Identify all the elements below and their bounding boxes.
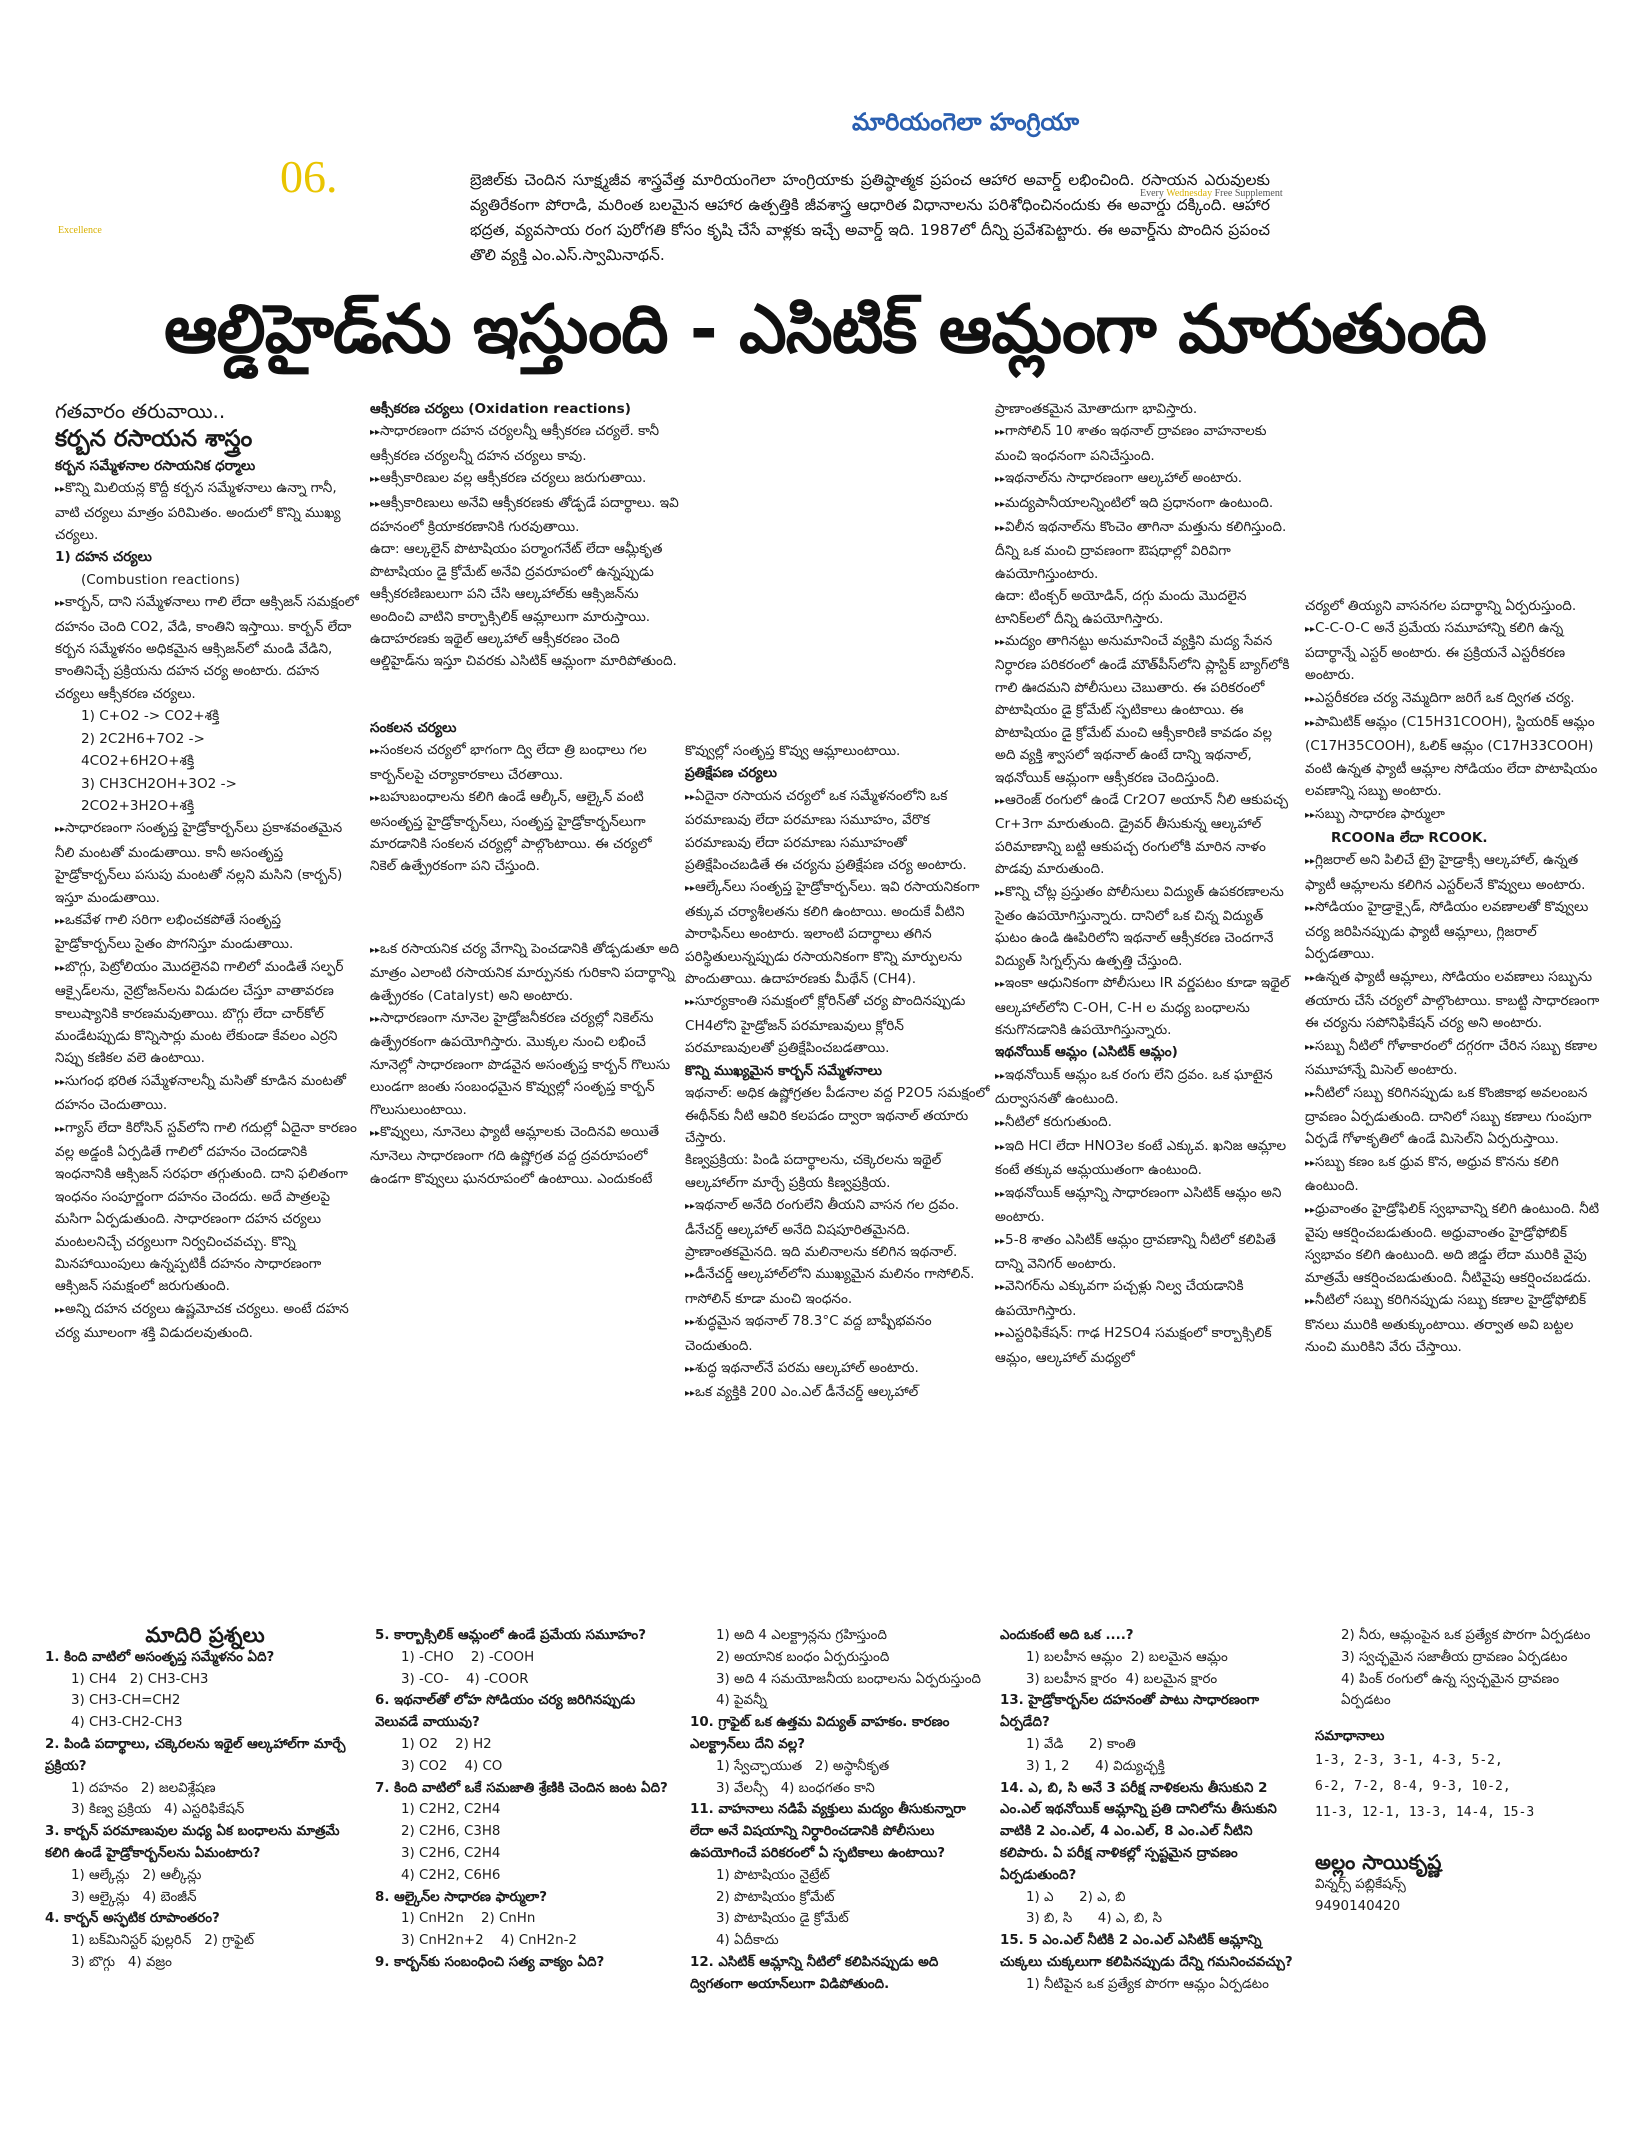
option: 4) బెంజీన్ — [142, 1889, 197, 1905]
question: 5. కార్బాక్సిలిక్ ఆమ్లంలో ఉండే ప్రమేయ సమూహం? — [375, 1628, 646, 1643]
question: 3. కార్బన్ పరమాణువుల మధ్య ఏక బంధాలను మాత్రమే కలిగి ఉండే హైడ్రోకార్బన్‌లను ఏమంటారు? — [45, 1824, 340, 1861]
paragraph: ▸▸ సాధారణంగా దహన చర్యలన్నీ ఆక్సీకరణ చర్యలే. కానీ ఆక్సీకరణ చర్యలన్నీ దహన చర్యలు కావు. — [370, 420, 680, 467]
question: 9. కార్బన్‌కు సంబంధించి సత్య వాక్యం ఏది? — [375, 1954, 605, 1970]
paragraph: ▸▸ నీటిలో కరుగుతుంది. — [995, 1111, 1295, 1135]
combustion-english: (Combustion reactions) — [81, 571, 240, 588]
equation: 4CO2+6H2O+శక్తి — [81, 753, 195, 770]
paragraph: ▸▸ గ్యాస్ లేదా కిరోసిన్ స్టవ్‌లోని గాలి గదుల్లో ఏదైనా కారణం వల్ల అడ్డంకి ఏర్పడితే గాలిలో దహనం చెందడానికి ఇంధనానికి ఆక్సిజన్ సరఫరా తగ్గుతుంది. దాని ఫలితంగా ఇంధనం సంపూర్ణంగా దహనం చెందదు. అదే పాత్రలపై మసిగా ఏర్పడుతుంది. సాధారణంగా దహన చర్యలు మంటలనిచ్చే చర్యలుగా నిర్వచించవచ్చు. కొన్ని మినహాయింపులు ఉన్నప్పటికీ దహనం సాధారణంగా ఆక్సిజన్ సమక్షంలో జరుగుతుంది. — [55, 1117, 360, 1298]
option: 2) అయానిక బంధం ఏర్పరుస్తుంది — [716, 1649, 890, 1665]
intro-paragraph: బ్రెజిల్‌కు చెందిన సూక్ష్మజీవ శాస్త్రవేత్త మారియంగెలా హంగ్రియాకు ప్రతిష్ఠాత్మక ప్రపంచ ఆహార అవార్డ్ లభించింది. రసాయన ఎరువులకు వ్యతిరేకంగా పోరాడి, మరింత బలమైన ఆహార ఉత్పత్తికి జీవశాస్త్ర ఆధారిత విధానాలను పరిశోధించినందుకు ఈ అవార్డు దక్కింది. ఆహార భద్రత, వ్యవసాయ రంగ పురోగతి కోసం కృషి చేసే వాళ్లకు ఇచ్చే అవార్డ్ ఇది. 1987లో దీన్ని ప్రవేశపెట్టారు. ఈ అవార్డ్‌ను పొందిన ప్రపంచ తొలి వ్యక్తి ఎం.ఎస్.స్వామినాథన్. — [470, 171, 1270, 264]
author-phone: 9490140420 — [1315, 1898, 1401, 1914]
paragraph: ▸▸ సాధారణంగా సంతృప్త హైడ్రోకార్బన్‌లు ప్రకాశవంతమైన నీలి మంటతో మండుతాయి. కానీ అసంతృప్త హైడ్రోకార్బన్‌లు పసుపు మంటతో నల్లని మసిని (కార్బన్) ఇస్తూ మండుతాయి. — [55, 817, 360, 909]
paragraph: ▸▸ C-C-O-C అనే ప్రమేయ సమూహాన్ని కలిగి ఉన్న పదార్థాన్నే ఎస్టర్ అంటారు. ఈ ప్రక్రియనే ఎస్టరీకరణ అంటారు. — [1305, 617, 1605, 686]
paragraph: ▸▸ నీటిలో సబ్బు కరిగినప్పుడు సబ్బు కణాల హైడ్రోఫోబిక్ కొనలు మురికి అతుక్కుంటాయి. తర్వాత అవి బట్టల నుంచి మురికిని వేరు చేస్తాయి. — [1305, 1289, 1605, 1358]
option: 4) ఎస్టరిఫికేషన్ — [163, 1802, 245, 1818]
paragraph: ▸▸ మద్యపానీయాలన్నింటిలో ఇది ప్రధానంగా ఉంటుంది. — [995, 492, 1295, 516]
option: 1) పొటాషియం నైట్రేట్ — [716, 1867, 830, 1883]
supp-every: Every — [1140, 188, 1164, 199]
paragraph: ▸▸ ఒక వ్యక్తికి 200 ఎం.ఎల్ డీనేచర్డ్ ఆల్కహాల్ — [685, 1381, 990, 1405]
addition-heading: సంకలన చర్యలు — [370, 719, 457, 736]
paragraph: ▸▸ విలీన ఇథనాల్‌ను కొంచెం తాగినా మత్తును కలిగిస్తుంది. దీన్ని ఒక మంచి ద్రావణంగా ఔషధాల్లో విరివిగా ఉపయోగిస్తుంటారు. — [995, 516, 1295, 585]
option: 1) ఎ — [1026, 1889, 1054, 1905]
question: 6. ఇథనాల్‌తో లోహ సోడియం చర్య జరిగినప్పుడు వెలువడే వాయువు? — [375, 1693, 636, 1731]
paragraph: ▸▸ సంకలన చర్యలో భాగంగా ద్వి లేదా త్రి బంధాలు గల కార్బన్‌లపై చర్యాకారకాలు చేరతాయి. — [370, 739, 680, 786]
option: 2) ఆల్కీన్లు — [142, 1867, 202, 1883]
paragraph: ▸▸ ఇథనాల్ అనేది రంగులేని తీయని వాసన గల ద్రవం. డీనేచర్డ్ ఆల్కహాల్ అనేది విషపూరితమైనది. ప్రాణాంతకమైనది. ఇది మలినాలను కలిగిన ఇథనాల్. — [685, 1194, 990, 1263]
paragraph: ▸▸ సూర్యకాంతి సమక్షంలో క్లోరిన్‌తో చర్య పొందినప్పుడు CH4లోని హైడ్రోజన్ పరమాణువులు క్లోరిన్ పరమాణువులతో ప్రతిక్షేపించబడతాయి. — [685, 990, 990, 1059]
option: 4) -COOR — [465, 1671, 529, 1687]
questions-col-1 — [45, 1625, 365, 1974]
option: 2) CH3-CH3 — [129, 1671, 209, 1687]
paragraph: ▸▸ సబ్బు కణం ఒక ధ్రువ కొన, అధ్రువ కొనను కలిగి ఉంటుంది. — [1305, 1151, 1605, 1198]
equation: 2CO2+3H2O+శక్తి — [81, 797, 195, 814]
option: 2) కాంతి — [1088, 1736, 1136, 1752]
paragraph: ▸▸ బొగ్గు, పెట్రోలియం మొదలైనవి గాలిలో మండితే సల్ఫర్ ఆక్సైడ్‌లను, నైట్రోజన్‌లను విడుదల చేస్తూ వాతావరణ కాలుష్యానికి కారణమవుతాయి. బొగ్గు లేదా చార్‌కోల్ మండేటప్పుడు కొన్నిసార్లు మంట లేకుండా కేవలం ఎర్రని నిప్పు కణికల వలె ఉంటాయి. — [55, 956, 360, 1070]
column-3 — [685, 740, 990, 1406]
paragraph: ▸▸ మద్యం తాగినట్టు అనుమానించే వ్యక్తిని మద్య సేవన నిర్ధారణ పరికరంలో ఉండే మౌత్‌పీస్‌లోని ప్లాస్టిక్ బ్యాగ్‌లోకి గాలి ఊదమని పోలీసులు చెబుతారు. ఈ పరికరంలో పొటాషియం డై క్రోమేట్ స్ఫటికాలు ఉంటాయి. ఈ పొటాషియం డై క్రోమేట్ మంచి ఆక్సీకారిణి కావడం వల్ల అది వ్యక్తి శ్వాసలో ఇథనాల్ ఉంటే దాన్ని ఇథనాల్, ఇథనోయిక్ ఆమ్లంగా ఆక్సీకరణ చెందిస్తుంది. — [995, 630, 1295, 789]
option: 1) O2 — [401, 1736, 439, 1752]
oxidation-heading: ఆక్సీకరణ చర్యలు (Oxidation reactions) — [370, 401, 631, 417]
paragraph: ▸▸ ఒకవేళ గాలి సరిగా లభించకపోతే సంతృప్త హైడ్రోకార్బన్‌లు సైతం పొగనిస్తూ మండుతాయి. — [55, 909, 360, 956]
option: 2) CnHn — [480, 1911, 536, 1927]
option: 1) దహనం — [71, 1780, 129, 1796]
option: 2) C2H6, C3H8 — [401, 1824, 501, 1840]
option: 2) H2 — [455, 1736, 492, 1752]
equation: 1) C+O2 -> CO2+శక్తి — [81, 708, 220, 725]
option: 1) ఆల్కేన్లు — [71, 1867, 130, 1883]
paragraph: ▸▸ ఏదైనా రసాయన చర్యలో ఒక సమ్మేళనంలోని ఒక పరమాణువు లేదా పరమాణు సమూహం, వేరొక పరమాణువు లేదా పరమాణు సమూహంతో ప్రతిక్షేపించబడితే ఈ చర్యను ప్రతిక్షేపణ చర్య అంటారు. — [685, 785, 990, 877]
option: 1) బక్‌మినిస్టర్ ఫుల్లరిన్ — [71, 1933, 192, 1949]
column-2 — [370, 398, 680, 1190]
option: 1) బలహీన ఆమ్లం — [1026, 1649, 1123, 1665]
continued-label: గతవారం తరువాయి.. — [55, 399, 226, 423]
question: 15. 5 ఎం.ఎల్ నీటికి 2 ఎం.ఎల్ ఎసిటిక్ ఆమ్లాన్ని చుక్కలు చుక్కలుగా కలిపినప్పుడు దేన్ని గమనించవచ్చు? — [1000, 1933, 1293, 1970]
option: 4) బంధగతం కాని — [780, 1780, 875, 1796]
laureate-name: మారియంగెలా హంగ్రియా — [852, 108, 1080, 136]
option: 1) -CHO — [401, 1649, 454, 1665]
paragraph: ▸▸ అన్ని దహన చర్యలు ఉష్ణమోచక చర్యలు. అంటే దహన చర్య మూలంగా శక్తి విడుదలవుతుంది. — [55, 1298, 360, 1345]
option: 3) 1, 2 — [1026, 1758, 1070, 1774]
option: 4) CnH2n-2 — [500, 1933, 577, 1949]
question: 8. ఆల్కైన్‌ల సాధారణ ఫార్ములా? — [375, 1889, 547, 1905]
option: 3) పొటాషియం డై క్రోమేట్ — [716, 1911, 849, 1927]
example: ఉదా: టింక్చర్ అయోడిన్, దగ్గు మందు మొదలైన టానిక్‌లలో దీన్ని ఉపయోగిస్తారు. — [995, 588, 1247, 627]
paragraph: ▸▸ సోడియం హైడ్రాక్సైడ్, సోడియం లవణాలతో కొవ్వులు చర్య జరిపినప్పుడు ఫ్యాటీ ఆమ్లాలు, గ్లిజరాల్ ఏర్పడతాయి. — [1305, 896, 1605, 965]
acetic-acid-heading: ఇథనోయిక్ ఆమ్లం (ఎసిటిక్ ఆమ్లం) — [995, 1044, 1178, 1061]
questions-col-3 — [690, 1625, 990, 1996]
paragraph: ▸▸ ఆల్కేన్‌లు సంతృప్త హైడ్రోకార్బన్‌లు. ఇవి రసాయనికంగా తక్కువ చర్యాశీలతను కలిగి ఉంటాయి. అందుకే వీటిని పారాఫిన్‌లు అంటారు. ఇలాంటి పదార్థాలు తగిన పరిస్థితులున్నప్పుడు రసాయనికంగా కొన్ని మార్పులను పొందుతాయి. ఉదాహరణకు మీథేన్ (CH4). — [685, 876, 990, 990]
author-name: అల్లం సాయికృష్ణ — [1315, 1849, 1442, 1874]
option: 2) గ్రాఫైట్ — [204, 1933, 255, 1949]
paragraph: ▸▸ సుగంధ భరిత సమ్మేళనాలన్నీ మసితో కూడిన మంటతో దహనం చెందుతాయి. — [55, 1070, 360, 1117]
paragraph: ▸▸ ఆరెంజ్ రంగులో ఉండే Cr2O7 అయాన్ నీలి ఆకుపచ్చ Cr+3గా మారుతుంది. డ్రైవర్ తీసుకున్న ఆల్కహాల్ పరిమాణాన్ని బట్టి ఆకుపచ్చ రంగులోకి మారిన నాళం పొడవు మారుతుంది. — [995, 789, 1295, 881]
paragraph: ▸▸ ఎస్టరీకరణ చర్య నెమ్మదిగా జరిగే ఒక ద్విగత చర్య. — [1305, 687, 1605, 711]
questions-col-5 — [1315, 1625, 1605, 1917]
option: 4) బలమైన క్షారం — [1125, 1671, 1218, 1687]
paragraph: ▸▸ గాసోలిన్ 10 శాతం ఇథనాల్ ద్రావణం వాహనాలకు మంచి ఇంధనంగా పనిచేస్తుంది. — [995, 420, 1295, 467]
option: 2) పొటాషియం క్రోమేట్ — [716, 1889, 835, 1905]
option: 3) C2H6, C2H4 — [401, 1845, 501, 1861]
option: 1) వేడి — [1026, 1736, 1064, 1752]
paragraph: ▸▸ కొన్ని మిలియన్ల కొద్దీ కర్బన సమ్మేళనాలు ఉన్నా గానీ, వాటి చర్యలు మాత్రం పరిమితం. అందులో కొన్ని ముఖ్య చర్యలు. — [55, 477, 360, 546]
option: 3) స్వచ్ఛమైన సజాతీయ ద్రావణం ఏర్పడటం — [1341, 1649, 1568, 1665]
option: 3) -CO- — [401, 1671, 449, 1687]
questions-col-2 — [375, 1625, 680, 1974]
paragraph: ▸▸ బహుబంధాలను కలిగి ఉండే ఆల్కీన్, ఆల్కైన్ వంటి అసంతృప్త హైడ్రోకార్బన్‌లు, సంతృప్త హైడ్రోకార్బన్‌లుగా మారడానికి సంకలన చర్యల్లో పాల్గొంటాయి. ఈ చర్యలో నికెల్ ఉత్ప్రేరకంగా పని చేస్తుంది. — [370, 786, 680, 878]
paragraph: ▸▸ ఇథనాల్‌ను సాధారణంగా ఆల్కహాల్ అంటారు. — [995, 467, 1295, 491]
option: 3) అది 4 సమయోజనీయ బంధాలను ఏర్పరుస్తుంది — [716, 1671, 981, 1687]
soap-formula: RCOONa లేదా RCOOK. — [1331, 830, 1488, 847]
page-headline: ఆల్డిహైడ్‌ను ఇస్తుంది - ఎసిటిక్ ఆమ్లంగా మారుతుంది — [164, 290, 1486, 368]
option: 4) పింక్ రంగులో ఉన్న స్వచ్ఛమైన ద్రావణం ఏర్పడటం — [1341, 1671, 1560, 1709]
option: 3) CO2 — [401, 1758, 448, 1774]
option: 1) C2H2, C2H4 — [401, 1802, 501, 1818]
paragraph: ▸▸ ఎస్టరిఫికేషన్: గాఢ H2SO4 సమక్షంలో కార్బాక్సిలిక్ ఆమ్లం, ఆల్కహాల్ మధ్యలో — [995, 1322, 1295, 1369]
question-continued: ఎందుకంటే అది ఒక ....? — [1000, 1628, 1134, 1643]
question: 4. కార్బన్ అస్ఫటిక రూపాంతరం? — [45, 1911, 220, 1927]
paragraph: ▸▸ సబ్బు సాధారణ ఫార్ములా — [1305, 803, 1605, 827]
paragraph: ▸▸ ఆక్సీకారిణులు అనేవి ఆక్సీకరణకు తోడ్పడే పదార్థాలు. ఇవి దహనంలో క్రియాకరణానికి గురవుతాయి. — [370, 492, 680, 539]
question: 1. కింది వాటిలో అసంతృప్త సమ్మేళనం ఏది? — [45, 1649, 275, 1665]
option: 3) ఆల్కైన్లు — [71, 1889, 130, 1905]
paragraph: ▸▸ ఉన్నత ఫ్యాటీ ఆమ్లాలు, సోడియం లవణాలు సబ్బును తయారు చేసే చర్యలో పాల్గొంటాయి. కాబట్టి సాధారణంగా ఈ చర్యను సపోనిఫికేషన్ చర్య అని అంటారు. — [1305, 966, 1605, 1035]
paragraph: ▸▸ సబ్బు నీటిలో గోళాకారంలో దగ్గరగా చేరిన సబ్బు కణాల సమూహాన్నే మిసెల్ అంటారు. — [1305, 1035, 1605, 1082]
paragraph: ▸▸ ఒక రసాయనిక చర్య వేగాన్ని పెంచడానికి తోడ్పడుతూ అది మాత్రం ఎలాంటి రసాయనిక మార్పునకు గురికాని పదార్థాన్ని ఉత్ప్రేరకం (Catalyst) అని అంటారు. — [370, 938, 680, 1007]
option: 2) అస్థానీకృత — [814, 1758, 890, 1774]
paragraph: ▸▸ వెనిగర్‌ను ఎక్కువగా పచ్చళ్లు నిల్వ చేయడానికి ఉపయోగిస్తారు. — [995, 1275, 1295, 1322]
paragraph: ▸▸ ఇథనోయిక్ ఆమ్లం ఒక రంగు లేని ద్రవం. ఒక ఘాటైన దుర్వాసనతో ఉంటుంది. — [995, 1064, 1295, 1111]
continuation: ప్రాణాంతకమైన మోతాదుగా భావిస్తారు. — [995, 401, 1198, 417]
paragraph: ▸▸ సాధారణంగా నూనెల హైడ్రోజనీకరణ చర్యల్లో నికెల్‌ను ఉత్ప్రేరకంగా ఉపయోగిస్తారు. మొక్కల నుంచి లభించే నూనెల్లో సాధారణంగా పొడవైన అసంతృప్త కార్బన్ గొలుసు లుండగా జంతు సంబంధమైన కొవ్వుల్లో సంతృప్త కార్బన్ గొలుసులుంటాయి. — [370, 1007, 680, 1121]
option: 3) బి, సి — [1026, 1911, 1073, 1927]
option: 1) CH4 — [71, 1671, 117, 1687]
paragraph: ▸▸ డీనేచర్డ్ ఆల్కహాల్‌లోని ముఖ్యమైన మలినం గాసోలిన్. గాసోలిన్ కూడా మంచి ఇంధనం. — [685, 1263, 990, 1310]
section-title: కర్బన రసాయన శాస్త్రం — [55, 426, 253, 453]
option: 2) ఎ, బి — [1079, 1889, 1126, 1905]
option: 4) CO — [464, 1758, 503, 1774]
option: 4) ఎ, బి, సి — [1097, 1911, 1163, 1927]
example: ఉదా: ఆల్కలైన్ పొటాషియం పర్మాంగనేట్ లేదా ఆమ్లీకృత పొటాషియం డై క్రోమేట్ అనేవి ద్రవరూపంలో ఉన్నప్పుడు ఆక్సీకరణిణులుగా పని చేసి ఆల్కహాల్‌కు ఆక్సిజన్‌ను అందించి వాటిని కార్బాక్సిలిక్ ఆమ్లాలుగా మారుస్తాయి. ఉదాహరణకు ఇథైల్ ఆల్కహాల్ ఆక్సీకరణం చెంది ఆల్డిహైడ్‌ను ఇస్తూ చివరకు ఎసిటిక్ ఆమ్లంగా మారిపోతుంది. — [370, 541, 677, 670]
option: 4) ఏదీకాదు — [716, 1933, 779, 1949]
option: 1) స్వేచ్ఛాయుత — [716, 1758, 803, 1774]
option: 4) వజ్రం — [127, 1954, 172, 1970]
paragraph: ▸▸ శుద్ధమైన ఇథనాల్ 78.3°C వద్ద బాష్పీభవనం చెందుతుంది. — [685, 1310, 990, 1357]
answer-row: 1-3, 2-3, 3-1, 4-3, 5-2, — [1315, 1752, 1503, 1768]
option: 1) నీటిపైన ఒక ప్రత్యేక పొరగా ఆమ్లం ఏర్పడటం — [1026, 1976, 1269, 1992]
excellence-tag: Excellence — [58, 225, 102, 236]
section-heading: కర్బన సమ్మేళనాల రసాయనిక ధర్మాలు — [55, 457, 256, 474]
column-4 — [995, 398, 1295, 1369]
ethanol-prep: ఇథనాల్: అధిక ఉష్ణోగ్రతల పీడనాల వద్ద P2O5 సమక్షంలో ఈథీన్‌కు నీటి ఆవిరి కలపడం ద్వారా ఇథనాల్ తయారు చేస్తారు. — [685, 1085, 990, 1146]
paragraph: ▸▸ పామిటిక్ ఆమ్లం (C15H31COOH), స్టియరిక్ ఆమ్లం (C17H35COOH), ఓలిక్ ఆమ్లం (C17H33COOH) వంటి ఉన్నత ఫ్యాటీ ఆమ్లాల సోడియం లేదా పొటాషియం లవణాన్ని సబ్బు అంటారు. — [1305, 711, 1605, 803]
supp-day: Wednesday — [1166, 188, 1213, 199]
answer-row: 11-3, 12-1, 13-3, 14-4, 15-3 — [1315, 1804, 1535, 1820]
paragraph: ▸▸ ధ్రువాంతం హైడ్రోఫిలిక్ స్వభావాన్ని కలిగి ఉంటుంది. నీటి వైపు ఆకర్షించబడుతుంది. అధ్రువాంతం హైడ్రోఫోబిక్ స్వభావం కలిగి ఉంటుంది. అది జిడ్డు లేదా మురికి వైపు మాత్రమే ఆకర్షించబడుతుంది. నీటివైపు ఆకర్షించబడదు. — [1305, 1198, 1605, 1290]
answers-title: సమాధానాలు — [1315, 1729, 1385, 1745]
supp-post: Free Supplement — [1214, 188, 1283, 199]
author-org: విన్నర్స్ పబ్లికేషన్స్ — [1315, 1876, 1406, 1892]
equation: 3) CH3CH2OH+3O2 -> — [81, 775, 237, 792]
option: 1) అది 4 ఎలక్ట్రాన్లను గ్రహిస్తుంది — [716, 1628, 887, 1643]
paragraph: ▸▸ కొన్ని చోట్ల ప్రస్తుతం పోలీసులు విద్యుత్ ఉపకరణాలను సైతం ఉపయోగిస్తున్నారు. దానిలో ఒక చిన్న విద్యుత్ ఘటం ఉండి ఊపిరిలోని ఇథనాల్ ఆక్సీకరణ చెందగానే విద్యుత్ సిగ్నల్స్‌ను ఉత్పత్తి చేస్తుంది. — [995, 881, 1295, 973]
paragraph: ▸▸ ఇంకా ఆధునికంగా పోలీసులు IR వర్ణపటం కూడా ఇథైల్ ఆల్కహాల్‌లోని C-OH, C-H ల మధ్య బంధాలను కనుగొనడానికి ఉపయోగిస్తున్నారు. — [995, 972, 1295, 1041]
option: 1) CnH2n — [401, 1911, 464, 1927]
paragraph: ▸▸ 5-8 శాతం ఎసిటిక్ ఆమ్లం ద్రావణాన్ని నీటిలో కలిపితే దాన్ని వెనిగర్ అంటారు. — [995, 1229, 1295, 1276]
question: 2. పిండి పదార్థాలు, చక్కెరలను ఇథైల్ ఆల్కహాల్‌గా మార్చే ప్రక్రియ? — [45, 1736, 346, 1774]
continuation: కొవ్వుల్లో సంతృప్త కొవ్వు ఆమ్లాలుంటాయి. — [685, 743, 901, 759]
paragraph: ▸▸ ఇది HCl లేదా HNO3ల కంటే ఎక్కువ. ఖనిజ ఆమ్లాల కంటే తక్కువ ఆమ్లయుతంగా ఉంటుంది. — [995, 1135, 1295, 1182]
paragraph: ▸▸ కొవ్వులు, నూనెలు ఫ్యాటీ ఆమ్లాలకు చెందినవి అయితే నూనెలు సాధారణంగా గది ఉష్ణోగ్రత వద్ద ద్రవరూపంలో ఉండగా కొవ్వులు ఘనరూపంలో ఉంటాయి. ఎందుకంటే — [370, 1121, 680, 1190]
column-5 — [1305, 595, 1605, 1358]
option: 2) నీరు, ఆమ్లంపైన ఒక ప్రత్యేక పొరగా ఏర్పడటం — [1341, 1628, 1591, 1643]
option: 3) వేలన్సీ — [716, 1780, 768, 1796]
question: 11. వాహనాలు నడిపే వ్యక్తులు మద్యం తీసుకున్నారా లేదా అనే విషయాన్ని నిర్ధారించడానికి పోలీసులు ఉపయోగించే పరికరంలో ఏ స్ఫటికాలు ఉంటాయి? — [690, 1802, 966, 1861]
paragraph: ▸▸ కార్బన్, దాని సమ్మేళనాలు గాలి లేదా ఆక్సిజన్ సమక్షంలో దహనం చెంది CO2, వేడి, కాంతిని ఇస్తాయి. కార్బన్ లేదా కర్బన సమ్మేళనం అధికమైన ఆక్సిజన్‌లో మండి వేడిని, కాంతినిచ్చే ప్రక్రియను దహన చర్య అంటారు. దహన చర్యలు ఆక్సీకరణ చర్యలు. — [55, 591, 360, 705]
option: 3) బలహీన క్షారం — [1026, 1671, 1117, 1687]
page-number: 06. — [280, 151, 338, 202]
questions-col-4 — [1000, 1625, 1300, 1996]
question: 10. గ్రాఫైట్ ఒక ఉత్తమ విద్యుత్ వాహకం. కారణం ఎలక్ట్రాన్‌లు దేని వల్ల? — [690, 1715, 950, 1752]
option: 4) CH3-CH2-CH3 — [71, 1715, 183, 1731]
compounds-heading: కొన్ని ముఖ్యమైన కార్బన్ సమ్మేళనాలు — [685, 1062, 882, 1079]
combustion-heading: 1) దహన చర్యలు — [55, 549, 152, 566]
column-1 — [55, 400, 360, 1345]
paragraph: ▸▸ గ్లిజరాల్ అని పిలిచే ట్రై హైడ్రాక్సీ ఆల్కహాల్, ఉన్నత ఫ్యాటీ ఆమ్లాలను కలిగిన ఎస్టర్‌లనే కొవ్వులు అంటారు. — [1305, 849, 1605, 896]
questions-title: మాదిరి ప్రశ్నలు — [145, 1623, 265, 1647]
option: 3) బొగ్గు — [71, 1954, 116, 1970]
option: 2) బలమైన ఆమ్లం — [1130, 1649, 1228, 1665]
option: 4) విద్యుచ్ఛక్తి — [1095, 1758, 1165, 1774]
question: 14. ఎ, బి, సి అనే 3 పరీక్ష నాళికలను తీసుకుని 2 ఎం.ఎల్ ఇథనోయిక్ ఆమ్లాన్ని ప్రతి దానిలోను తీసుకుని వాటికి 2 ఎం.ఎల్, 4 ఎం.ఎల్, 8 ఎం.ఎల్ నీటిని కలిపారు. ఏ పరీక్ష నాళికల్లో స్పష్టమైన ద్రావణం ఏర్పడుతుంది? — [1000, 1780, 1277, 1883]
equation: 2) 2C2H6+7O2 -> — [81, 730, 205, 747]
option: 4) C2H2, C6H6 — [401, 1867, 501, 1883]
question: 12. ఎసిటిక్ ఆమ్లాన్ని నీటిలో కలిపినప్పుడు అది ద్విగతంగా అయాన్‌లుగా విడిపోతుంది. — [690, 1954, 939, 1992]
option: 3) CnH2n+2 — [401, 1933, 484, 1949]
continuation: చర్యలో తియ్యని వాసనగల పదార్థాన్ని ఏర్పరుస్తుంది. — [1305, 598, 1577, 614]
paragraph: ▸▸ ఇథనోయిక్ ఆమ్లాన్ని సాధారణంగా ఎసిటిక్ ఆమ్లం అని అంటారు. — [995, 1182, 1295, 1229]
option: 3) కిణ్వ ప్రక్రియ — [71, 1802, 152, 1818]
option: 4) పైవన్నీ — [716, 1693, 768, 1709]
paragraph: ▸▸ ఆక్సీకారిణుల వల్ల ఆక్సీకరణ చర్యలు జరుగుతాయి. — [370, 467, 680, 491]
option: 2) -COOH — [470, 1649, 535, 1665]
option: 3) CH3-CH=CH2 — [71, 1693, 181, 1709]
fermentation: కిణ్వప్రక్రియ: పిండి పదార్థాలను, చక్కెరలను ఇథైల్ ఆల్కహాల్‌గా మార్చే ప్రక్రియ కిణ్వప్రక్రియ. — [685, 1152, 942, 1191]
question: 7. కింది వాటిలో ఒకే సమజాతి శ్రేణికి చెందిన జంట ఏది? — [375, 1780, 668, 1796]
paragraph: ▸▸ శుద్ధ ఇథనాల్‌నే పరమ ఆల్కహాల్ అంటారు. — [685, 1357, 990, 1381]
option: 2) జలవిశ్లేషణ — [140, 1780, 216, 1796]
paragraph: ▸▸ నీటిలో సబ్బు కరిగినప్పుడు ఒక కొంజికాభ అవలంబన ద్రావణం ఏర్పడుతుంది. దానిలో సబ్బు కణాలు గుంపుగా ఏర్పడే గోళాకృతిలో ఉండే మిసెల్‌ని ఏర్పరుస్తాయి. — [1305, 1082, 1605, 1151]
answer-row: 6-2, 7-2, 8-4, 9-3, 10-2, — [1315, 1778, 1511, 1794]
substitution-heading: ప్రతిక్షేపణ చర్యలు — [685, 765, 777, 782]
question: 13. హైడ్రోకార్బన్‌ల దహనంతో పాటు సాధారణంగా ఏర్పడేది? — [1000, 1693, 1260, 1731]
